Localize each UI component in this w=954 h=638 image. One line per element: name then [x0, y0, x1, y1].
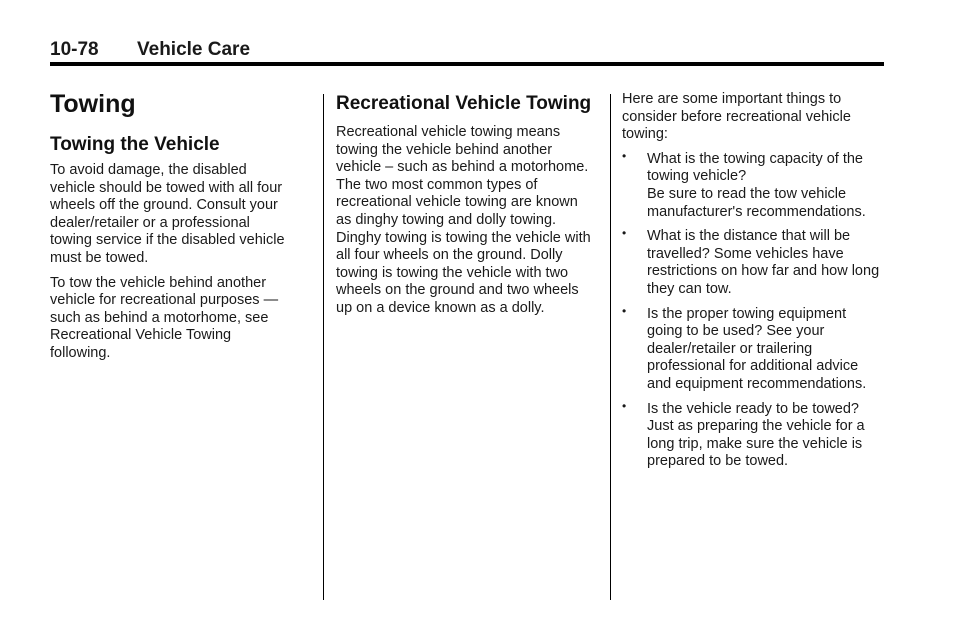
bullet-icon: • — [622, 148, 627, 163]
towing-the-vehicle-heading: Towing the Vehicle — [50, 134, 220, 155]
bullet-question: What is the distance that will be travelled? Some vehicles have restrictions on how far and how long they can tow. — [647, 228, 880, 297]
considerations-intro: Here are some important things to consider before recreational vehicle towing: — [622, 91, 851, 143]
list-item — [622, 228, 884, 298]
header-rule — [50, 62, 884, 66]
column-divider-2 — [610, 94, 611, 600]
towing-paragraph-1: To avoid damage, the disabled vehicle should be towed with all four wheels off the ground. Consult your dealer/retailer or a professional towing service if the disabled vehicle must be towed. — [50, 162, 285, 266]
column-recreational-towing — [336, 90, 594, 318]
bullet-icon: • — [622, 226, 627, 241]
list-item — [622, 398, 884, 471]
column-divider-1 — [323, 94, 324, 600]
list-item — [622, 303, 884, 394]
page-header — [50, 38, 884, 64]
bullet-question: Is the proper towing equipment going to be used? See your dealer/retailer or trailering professional for additional advice and equipment recommendations. — [647, 305, 867, 392]
towing-paragraph-2: To tow the vehicle behind another vehicle for recreational purposes — such as behind a motorhome, see Recreational Vehicle Towing following. — [50, 274, 279, 361]
bullet-detail: Be sure to read the tow vehicle manufacturer's recommendations. — [647, 185, 866, 220]
considerations-list — [622, 148, 884, 471]
bullet-icon: • — [622, 398, 627, 413]
section-name: Vehicle Care — [137, 39, 251, 60]
page-title: Towing — [50, 90, 136, 118]
column-considerations — [622, 90, 884, 478]
recreational-vehicle-towing-heading: Recreational Vehicle Towing — [336, 93, 592, 114]
list-item — [622, 148, 884, 221]
page-number: 10-78 — [50, 39, 99, 60]
bullet-question: Is the vehicle ready to be towed? Just as preparing the vehicle for a long trip, make sure the vehicle is prepared to be towed. — [647, 400, 865, 470]
bullet-question: What is the towing capacity of the towing vehicle? — [647, 150, 863, 185]
column-towing — [50, 90, 290, 363]
recreational-towing-paragraph: Recreational vehicle towing means towing the vehicle behind another vehicle – such as behind a motorhome. The two most common types of recreational vehicle towing are known as dinghy towing and dolly towing. Dinghy towing is towing the vehicle with all four wheels on the ground. Dolly towing is towing the vehicle with two wheels on the ground and two wheels up on a device known as a dolly. — [336, 124, 591, 316]
bullet-icon: • — [622, 303, 627, 318]
